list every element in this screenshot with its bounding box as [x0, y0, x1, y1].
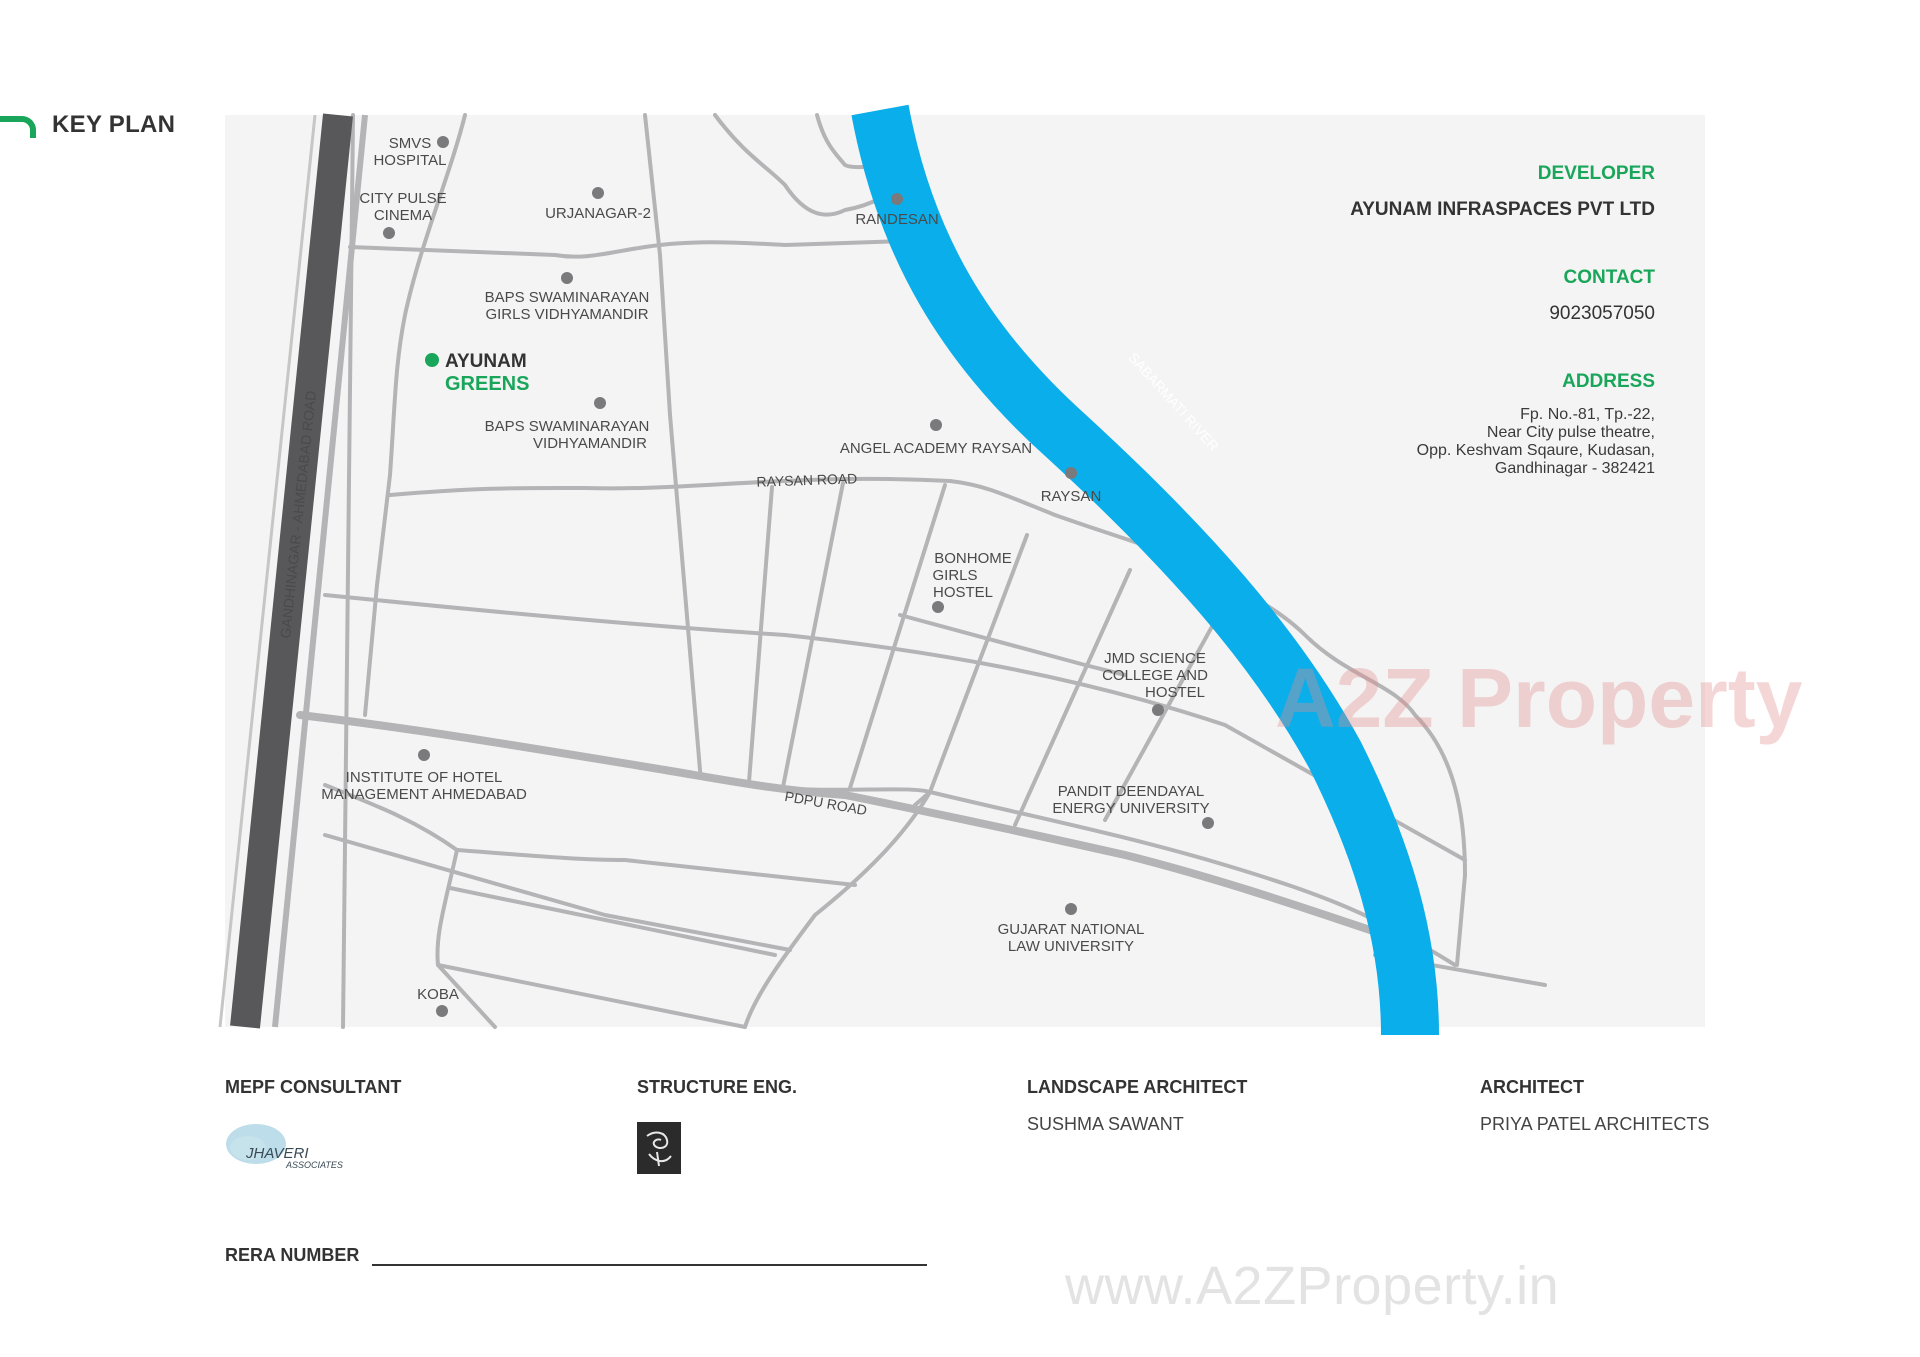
contact-heading: CONTACT [1563, 267, 1655, 288]
baps-girls-marker [561, 272, 573, 284]
bonhome-marker [932, 601, 944, 613]
ihm-marker [418, 749, 430, 761]
randesan-label: RANDESAN [855, 211, 939, 228]
structure-engineer-logo [637, 1122, 681, 1174]
raysan-marker [1065, 467, 1077, 479]
river-label: SABARMATI RIVER [1125, 349, 1222, 455]
address-text [1417, 406, 1655, 478]
key-plan-map[interactable] [225, 115, 1803, 1027]
baps-marker [594, 397, 606, 409]
pdeu-marker [1202, 817, 1214, 829]
pdeu-label: PANDIT DEENDAYAL ENERGY UNIVERSITY [1052, 783, 1210, 817]
smvs-label: SMVS HOSPITAL [373, 135, 447, 169]
baps-label: BAPS SWAMINARAYAN VIDHYAMANDIR [484, 418, 650, 452]
project-location-marker [425, 353, 439, 367]
map-watermark: A2Z Property [1275, 651, 1803, 745]
baps-girls-label: BAPS SWAMINARAYAN GIRLS VIDHYAMANDIR [484, 289, 650, 323]
address-line: Near City pulse theatre, [1486, 424, 1655, 441]
landscape-architect-value: SUSHMA SAWANT [1027, 1114, 1184, 1134]
rera-number-label: RERA NUMBER [225, 1245, 360, 1265]
smvs-hospital-marker [437, 136, 449, 148]
contact-phone[interactable]: 9023057050 [1549, 303, 1655, 324]
address-line: Fp. No.-81, Tp.-22, [1520, 406, 1655, 423]
angel-academy-marker [930, 419, 942, 431]
koba-marker [436, 1005, 448, 1017]
raysan-label: RAYSAN [1040, 488, 1102, 505]
jhaveri-associates-logo [226, 1120, 376, 1172]
address-line: Opp. Keshvam Sqaure, Kudasan, [1416, 442, 1655, 459]
architect-label: ARCHITECT [1480, 1077, 1584, 1097]
jmd-label: JMD SCIENCE COLLEGE AND HOSTEL [1102, 650, 1208, 701]
svg-text:JHAVERI: JHAVERI [246, 1145, 309, 1162]
key-plan-bracket-icon [0, 116, 36, 138]
developer-heading: DEVELOPER [1537, 163, 1655, 184]
pdpu-road-label: PDPU ROAD [783, 787, 869, 819]
address-heading: ADDRESS [1562, 371, 1655, 392]
svg-text:ASSOCIATES: ASSOCIATES [286, 1160, 343, 1170]
jmd-marker [1152, 704, 1164, 716]
urjanagar-marker [592, 187, 604, 199]
architect-value: PRIYA PATEL ARCHITECTS [1480, 1114, 1710, 1134]
structure-eng-label: STRUCTURE ENG. [637, 1077, 798, 1097]
koba-label: KOBA [417, 986, 459, 1003]
rera-number-field [372, 1264, 927, 1266]
project-name-label: AYUNAM GREENS [445, 351, 530, 395]
key-plan-title: KEY PLAN [52, 111, 176, 138]
raysan-road-label: RAYSAN ROAD [756, 470, 858, 490]
address-line: Gandhinagar - 382421 [1494, 460, 1655, 477]
ihm-label: INSTITUTE OF HOTEL MANAGEMENT AHMEDABAD [321, 769, 527, 803]
key-plan-header [0, 110, 175, 140]
landscape-architect-label: LANDSCAPE ARCHITECT [1027, 1077, 1248, 1097]
developer-name: AYUNAM INFRASPACES PVT LTD [1350, 199, 1655, 220]
gnlu-marker [1065, 903, 1077, 915]
highway-label: GANDHINAGAR - AHMEDABAD ROAD [277, 389, 319, 640]
city-pulse-cinema-marker [383, 227, 395, 239]
urjanagar-label: URJANAGAR-2 [545, 205, 651, 222]
randesan-marker [891, 193, 903, 205]
city-pulse-label: CITY PULSE CINEMA [359, 190, 447, 224]
mepf-consultant-label: MEPF CONSULTANT [225, 1077, 402, 1097]
gnlu-label: GUJARAT NATIONAL LAW UNIVERSITY [997, 921, 1145, 955]
angel-academy-label: ANGEL ACADEMY RAYSAN [839, 440, 1033, 457]
bonhome-label: BONHOME GIRLS HOSTEL [932, 550, 1012, 601]
footer-watermark: www.A2ZProperty.in [1065, 1256, 1560, 1316]
